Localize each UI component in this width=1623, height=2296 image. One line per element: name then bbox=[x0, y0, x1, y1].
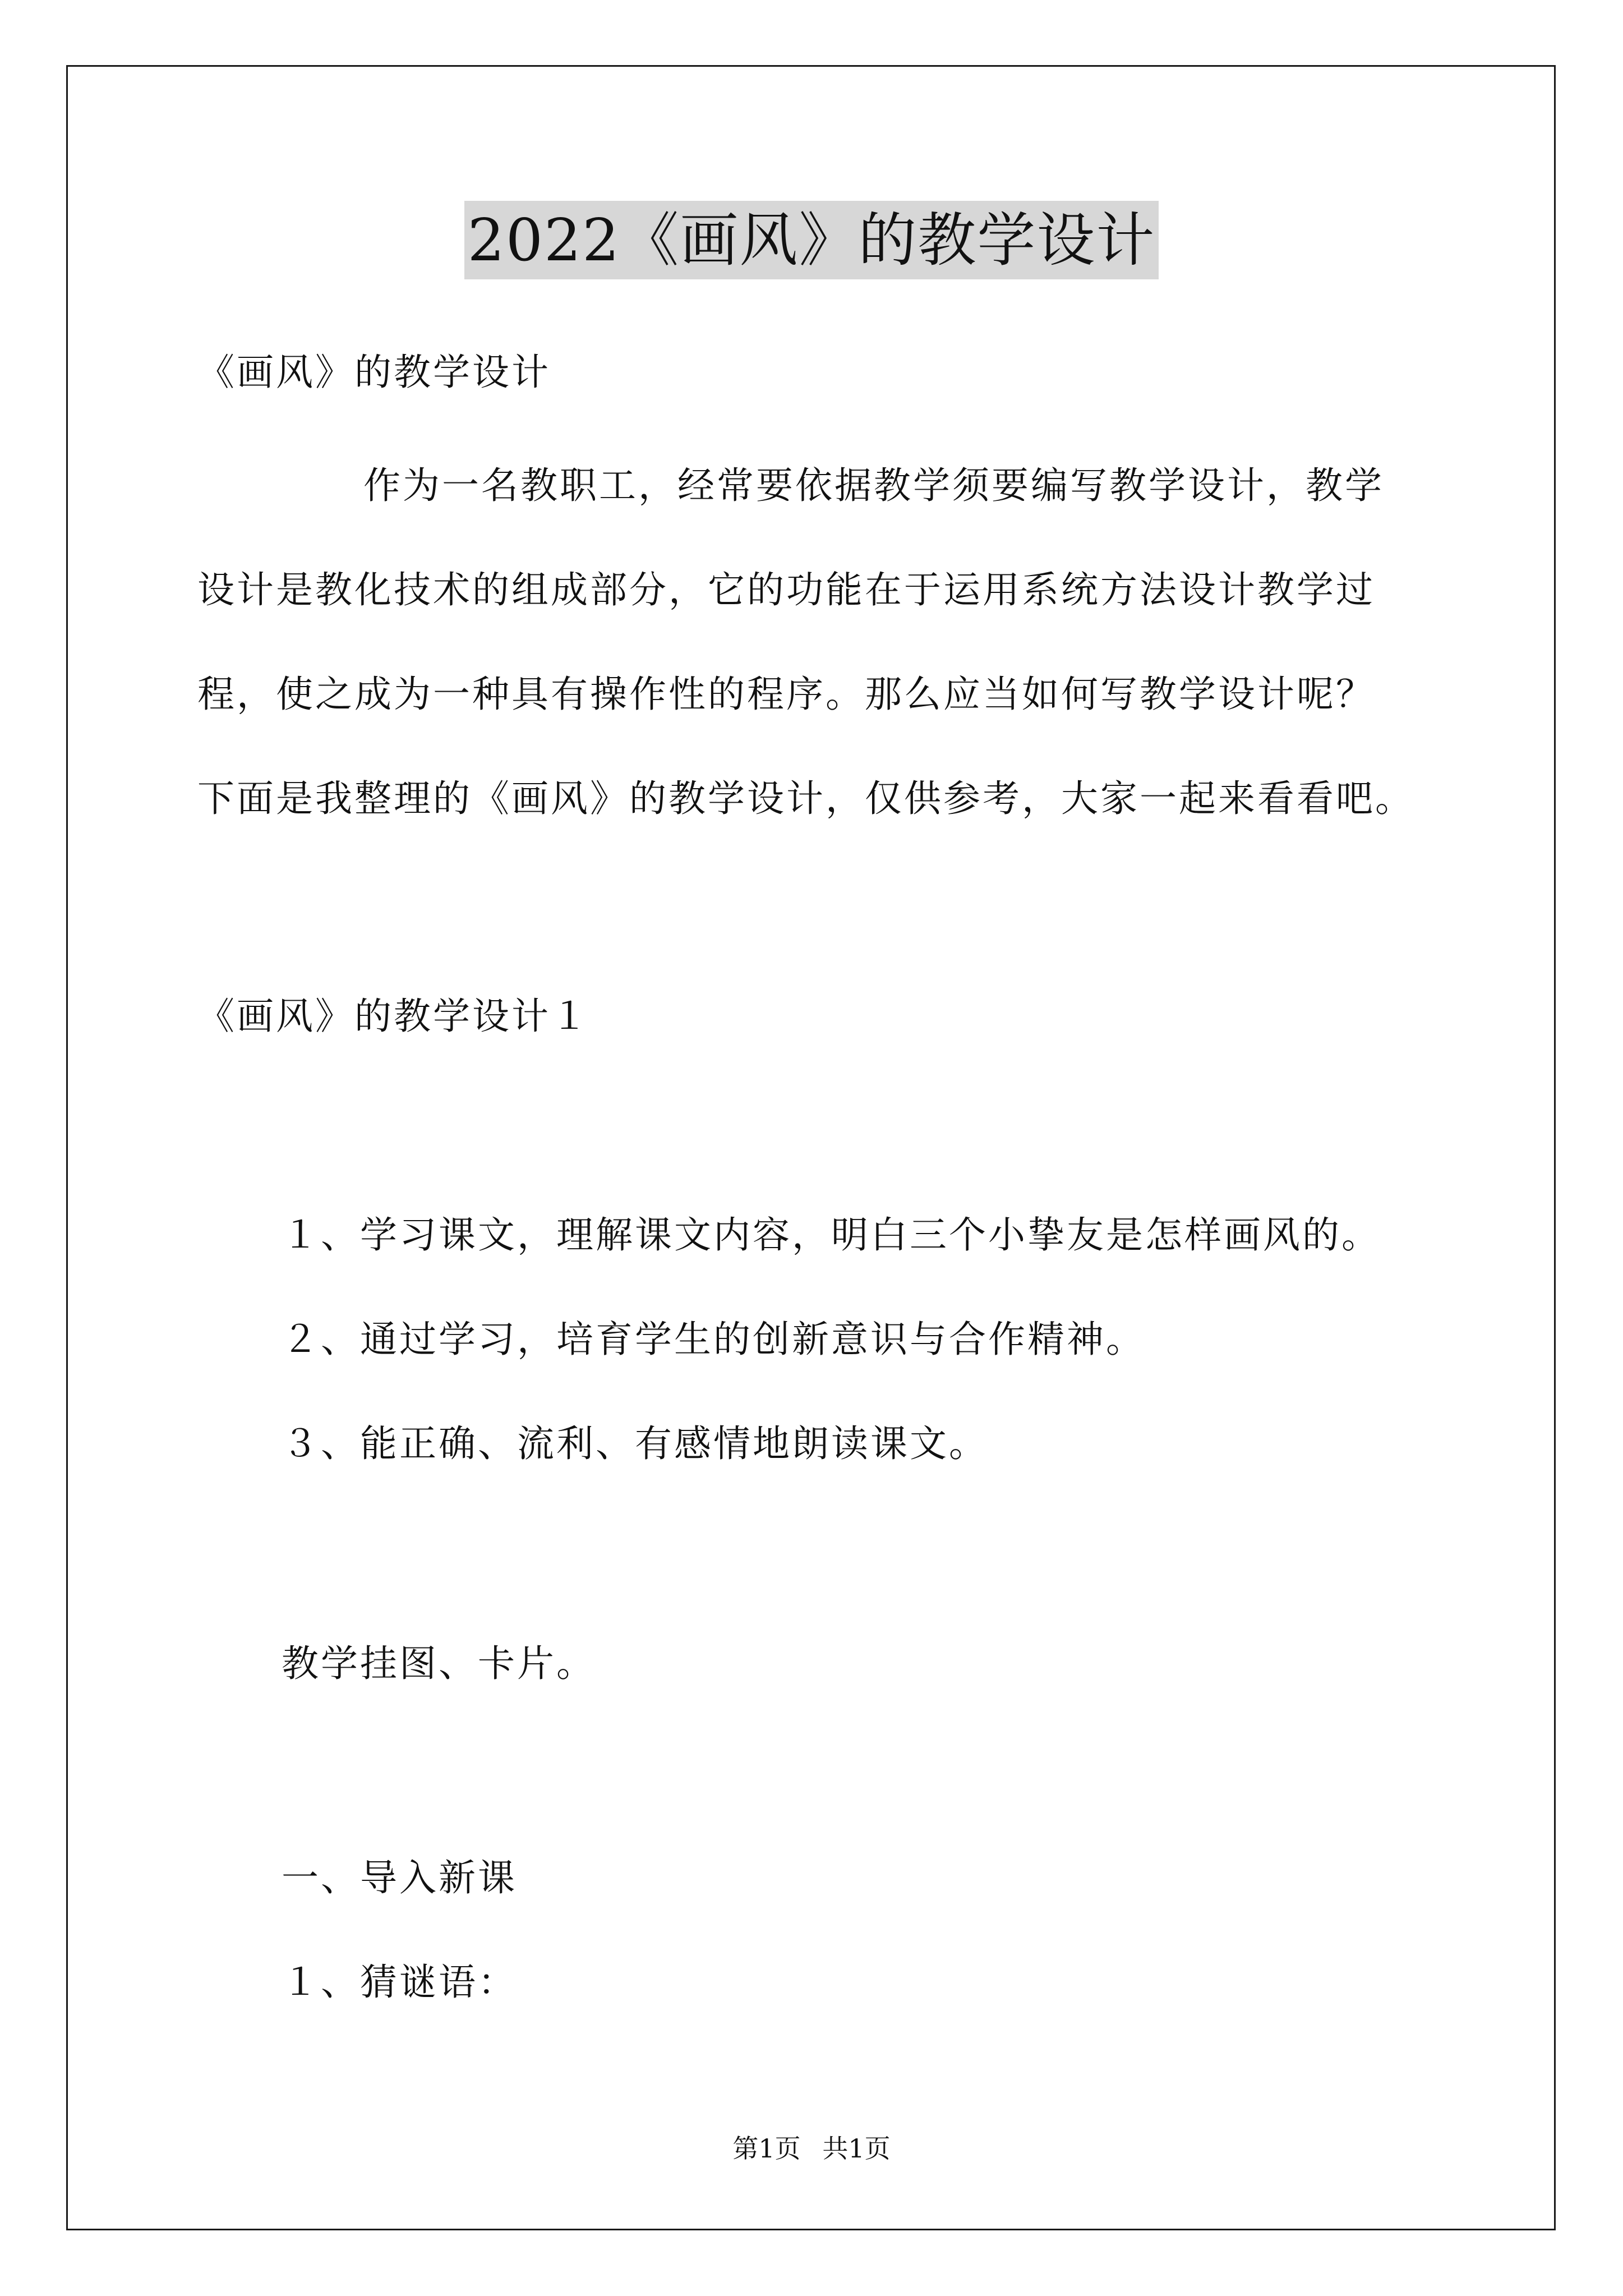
intro-line-1: 作为一名教职工，经常要依据教学须要编写教学设计，教学 bbox=[363, 464, 1384, 507]
section-heading: 《画风》的教学设计１ bbox=[197, 995, 590, 1038]
step-1: １、猜谜语： bbox=[282, 1961, 517, 2004]
intro-line-3: 程，使之成为一种具有操作性的程序。那么应当如何写教学设计呢？ bbox=[197, 673, 1375, 716]
title-container bbox=[0, 201, 1623, 279]
objective-3: ３、能正确、流利、有感情地朗读课文。 bbox=[282, 1422, 988, 1465]
intro-line-2: 设计是教化技术的组成部分，它的功能在于运用系统方法设计教学过 bbox=[197, 568, 1375, 611]
page-footer bbox=[0, 2132, 1623, 2165]
objective-1: １、学习课文，理解课文内容，明白三个小挚友是怎样画风的。 bbox=[282, 1213, 1381, 1257]
document-title: 2022《画风》的教学设计 bbox=[464, 201, 1159, 279]
page-number-current: 第1页 bbox=[732, 2133, 801, 2164]
page-number-total: 共1页 bbox=[822, 2133, 891, 2164]
intro-line-4: 下面是我整理的《画风》的教学设计，仅供参考，大家一起来看看吧。 bbox=[197, 777, 1414, 820]
materials-line: 教学挂图、卡片。 bbox=[282, 1642, 596, 1685]
part-heading: 一、导入新课 bbox=[282, 1856, 517, 1899]
objective-2: ２、通过学习，培育学生的创新意识与合作精神。 bbox=[282, 1318, 1145, 1361]
document-subtitle: 《画风》的教学设计 bbox=[197, 351, 551, 394]
